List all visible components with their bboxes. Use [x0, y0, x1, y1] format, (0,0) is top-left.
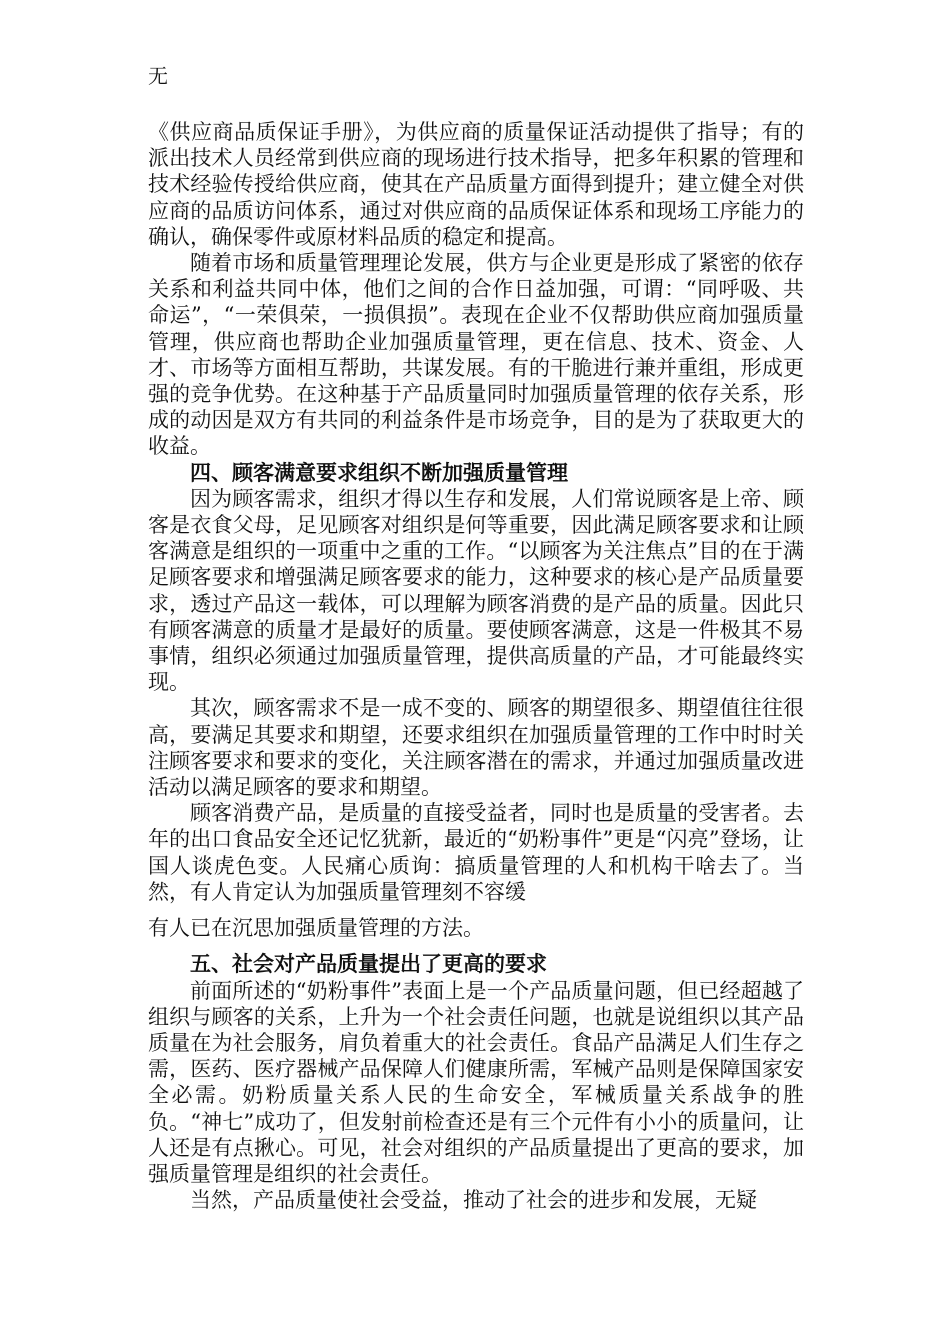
paragraph-customer-consumption: 顾客消费产品，是质量的直接受益者，同时也是质量的受害者。去年的出口食品安全还记忆犹新，最近的“奶粉事件”更是“闪亮”登场，让国人谈虎色变。人民痛心质询：搞质量管理的人和机构干啥去了。当然，有人肯定认为加强质量管理刻不容缓: [148, 801, 804, 904]
document-body: [148, 119, 804, 1213]
paragraph-society-benefit: 当然，产品质量使社会受益，推动了社会的进步和发展，无疑: [190, 1188, 757, 1213]
page-header: 无: [148, 64, 168, 88]
paragraph-reflection: 有人已在沉思加强质量管理的方法。: [148, 916, 484, 941]
paragraph-supplier-relations: 随着市场和质量管理理论发展，供方与企业更是形成了紧密的依存关系和利益共同中体，他们之间的合作日益加强，可谓：“同呼吸、共命运”，“一荣俱荣，一损俱损”。表现在企业不仅帮助供应商加强质量管理，供应商也帮助企业加强质量管理，更在信息、技术、资金、人才、市场等方面相互帮助，共谋发展。有的干脆进行兼并重组，形成更强的竞争优势。在这种基于产品质量同时加强质量管理的依存关系，形成的动因是双方有共同的利益条件是市场竞争，目的是为了获取更大的收益。: [148, 251, 804, 459]
section-heading-5: 五、社会对产品质量提出了更高的要求: [190, 951, 547, 977]
paragraph-milk-powder-event: 前面所述的“奶粉事件”表面上是一个产品质量问题，但已经超越了组织与顾客的关系，上升为一个社会责任问题，也就是说组织以其产品质量在为社会服务，肩负着重大的社会责任。食品产品满足人们生存之需，医药、医疗器械产品保障人们健康所需，军械产品则是保障国家安全必需。奶粉质量关系人民的生命安全，军械质量关系战争的胜负。“神七”成功了，但发射前检查还是有三个元件有小小的质量问，让人还是有点揪心。可见，社会对组织的产品质量提出了更高的要求，加强质量管理是组织的社会责任。: [148, 978, 804, 1186]
paragraph-supplier-handbook: 《供应商品质保证手册》，为供应商的质量保证活动提供了指导；有的派出技术人员经常到供应商的现场进行技术指导，把多年积累的管理和技术经验传授给供应商，使其在产品质量方面得到提升；建立健全对供应商的品质访问体系，通过对供应商的品质保证体系和现场工序能力的确认，确保零件或原材料品质的稳定和提高。: [148, 120, 804, 249]
section-heading-4: 四、顾客满意要求组织不断加强质量管理: [190, 459, 568, 485]
paragraph-customer-needs: 因为顾客需求，组织才得以生存和发展，人们常说顾客是上帝、顾客是衣食父母，足见顾客对组织是何等重要，因此满足顾客要求和让顾客满意是组织的一项重中之重的工作。“以顾客为关注焦点”目的在于满足顾客要求和增强满足顾客要求的能力，这种要求的核心是产品质量要求，透过产品这一载体，可以理解为顾客消费的是产品的质量。因此只有顾客满意的质量才是最好的质量。要使顾客满意，这是一件极其不易事情，组织必须通过加强质量管理，提供高质量的产品，才可能最终实现。: [148, 486, 804, 695]
paragraph-customer-expectations: 其次，顾客需求不是一成不变的、顾客的期望很多、期望值往往很高，要满足其要求和期望，还要求组织在加强质量管理的工作中时时关注顾客要求和要求的变化，关注顾客潜在的需求，并通过加强质量改进活动以满足顾客的要求和期望。: [148, 696, 804, 800]
